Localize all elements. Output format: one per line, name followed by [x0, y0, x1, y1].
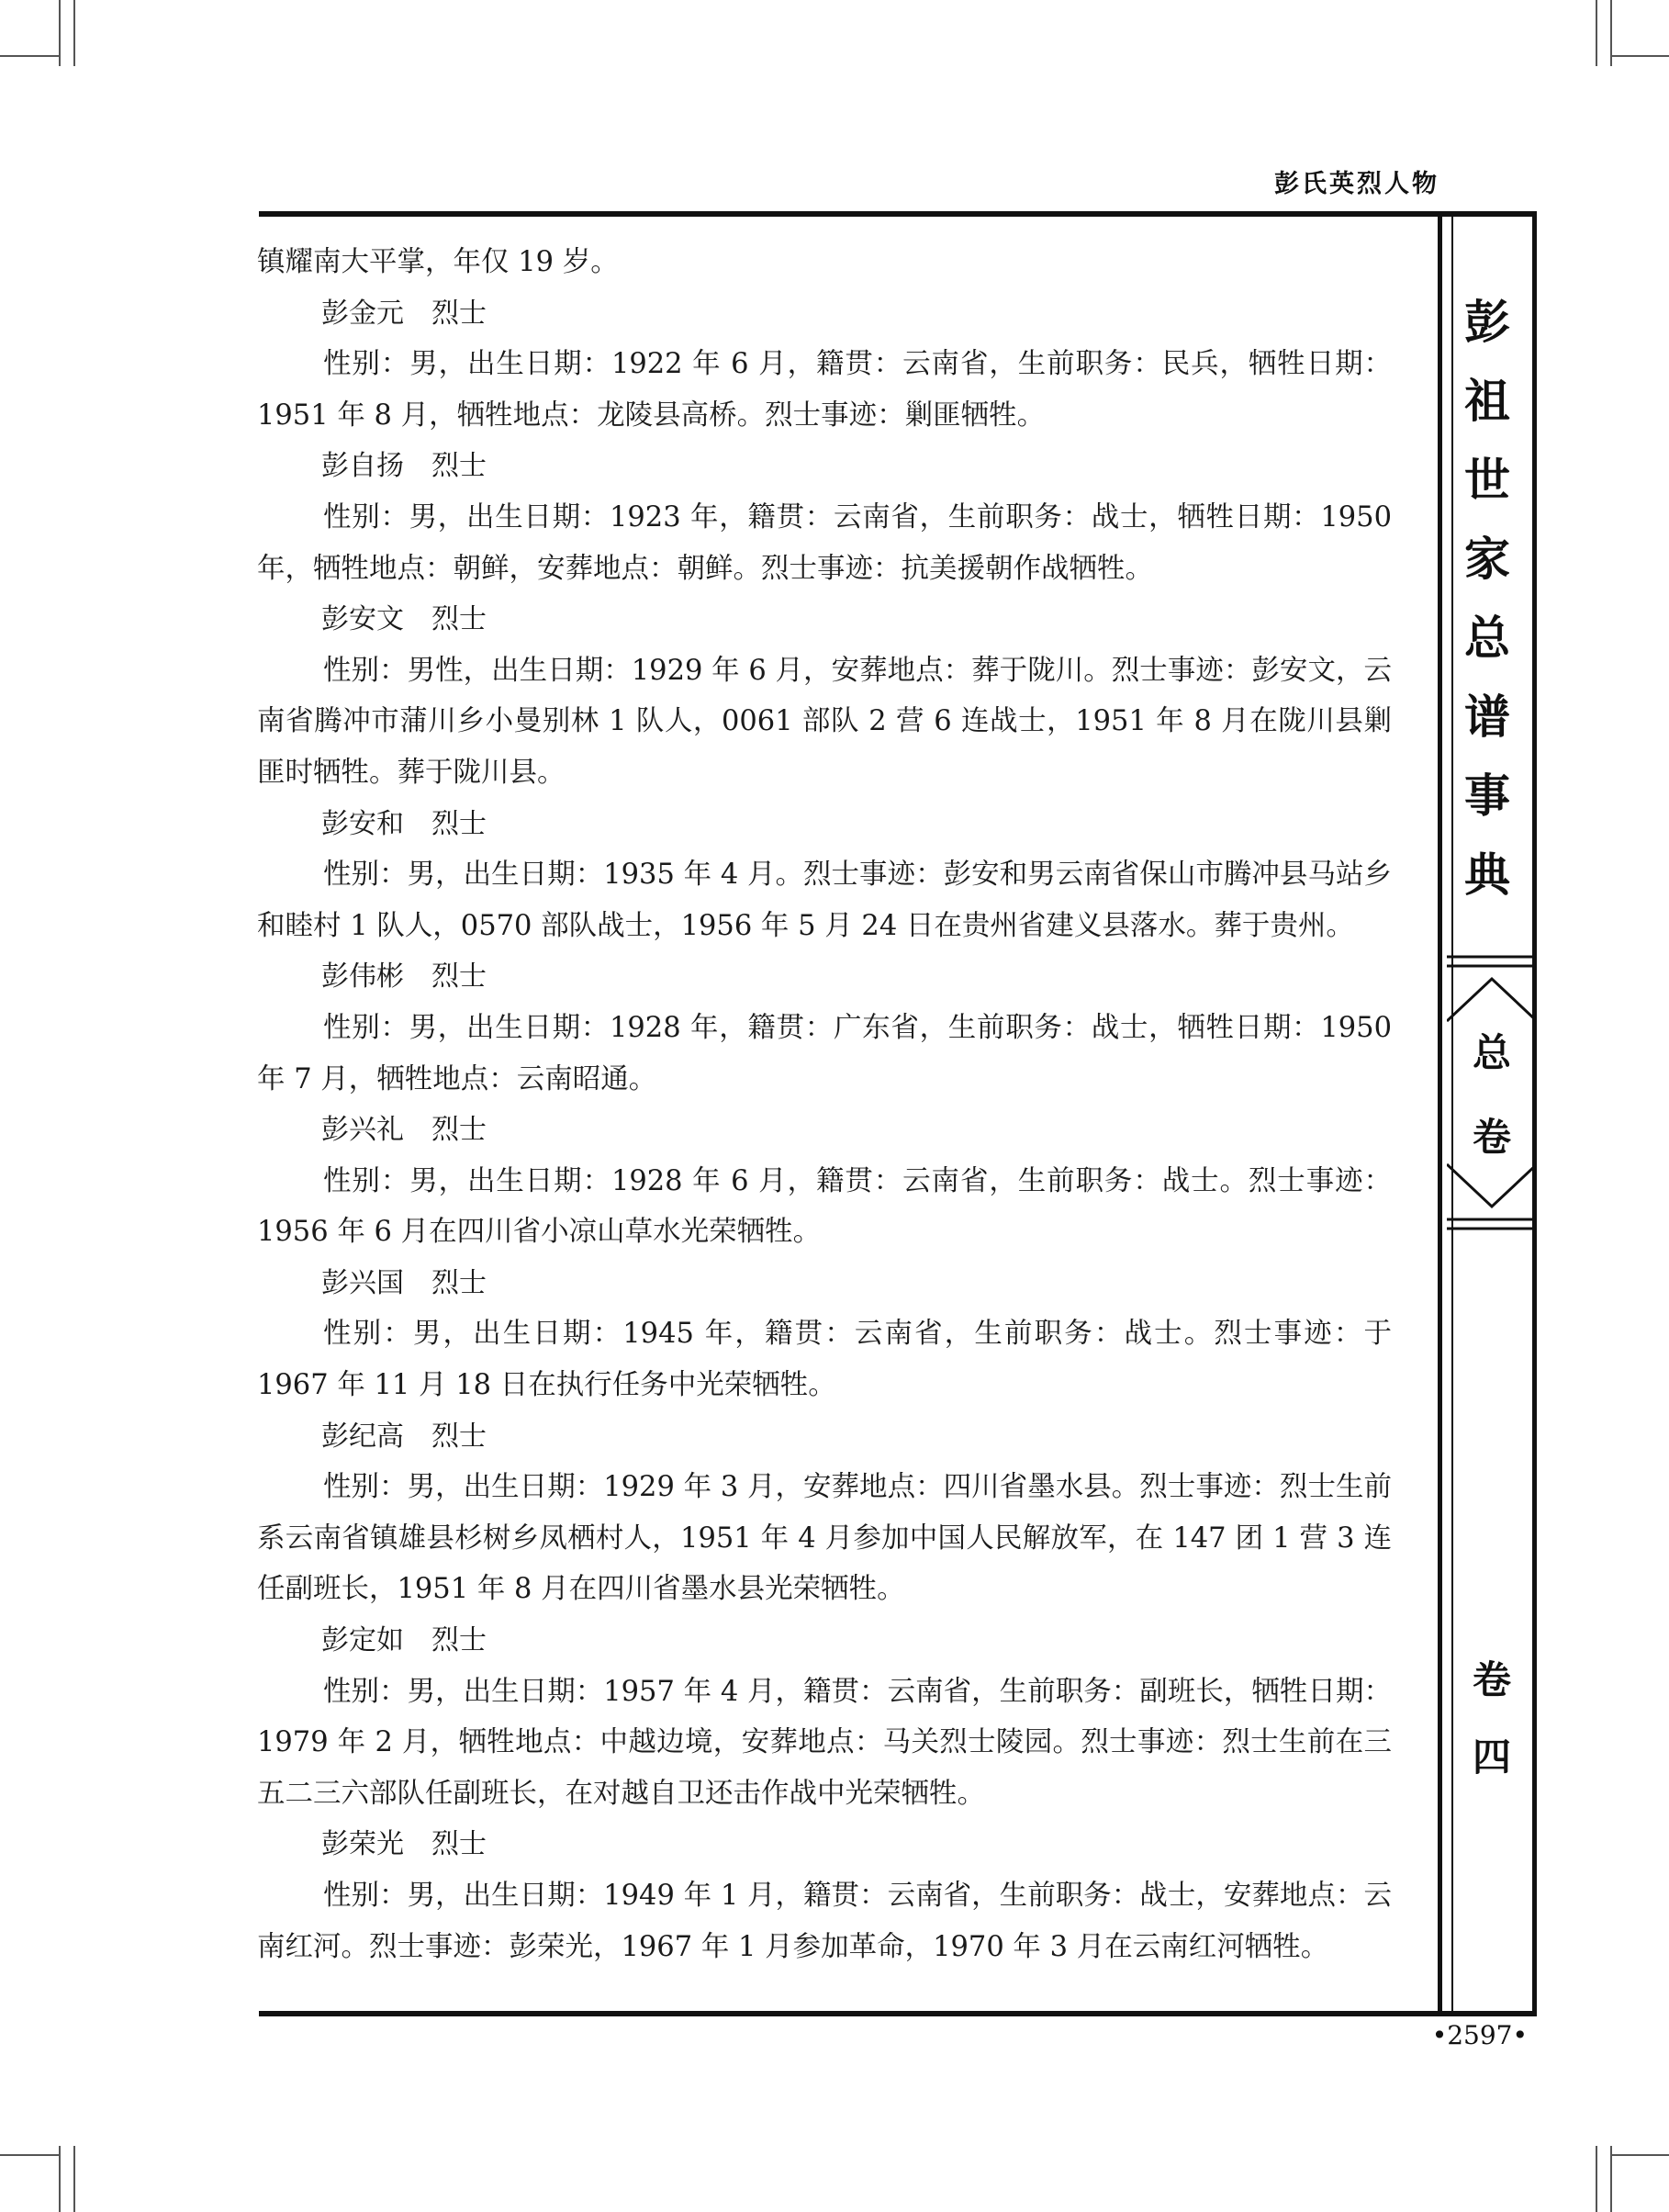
entry-name: 彭自扬 烈士: [321, 450, 487, 483]
page-number: •2597•: [1431, 2020, 1528, 2050]
body-text: [257, 237, 1392, 1972]
entry-text: 性别：男，出生日期：1935 年 4 月。烈士事迹：彭安和男云南省保山市腾冲县马站乡和睦村 1 队人，0570 部队战士，1956 年 5 月 24 日在贵州省建义县落水。葬于贵州。: [257, 859, 1392, 942]
book-title-char: 彭: [1464, 296, 1510, 349]
badge-char: 总: [1472, 1030, 1511, 1075]
book-title: [1447, 283, 1528, 915]
bottom-rule: [259, 2011, 1537, 2016]
entry-name: 彭金元 烈士: [321, 297, 487, 330]
crop-mark: [1610, 55, 1669, 57]
crop-mark: [0, 55, 61, 57]
entry-name: 彭安文 烈士: [321, 603, 487, 636]
book-title-char: 总: [1464, 612, 1510, 665]
crop-mark: [1610, 2154, 1669, 2156]
volume-number: [1447, 1642, 1537, 1796]
entry-name: 彭伟彬 烈士: [321, 960, 487, 994]
entry-name: 彭荣光 烈士: [321, 1828, 487, 1861]
entry-text: 性别：男，出生日期：1957 年 4 月，籍贯：云南省，生前职务：副班长，牺牲日期：1979 年 2 月，牺牲地点：中越边境，安葬地点：马关烈士陵园。烈士事迹：烈士生前在三五二三六部队任副班长，在对越自卫还击作战中光荣牺牲。: [257, 1675, 1392, 1810]
lead-paragraph: 镇耀南大平掌，年仅 19 岁。: [257, 246, 619, 278]
entry-text: 性别：男，出生日期：1928 年，籍贯：广东省，生前职务：战士，牺牲日期：1950 年 7 月，牺牲地点：云南昭通。: [257, 1011, 1392, 1095]
entry-name: 彭纪高 烈士: [321, 1420, 487, 1453]
entry-text: 性别：男性，出生日期：1929 年 6 月，安葬地点：葬于陇川。烈士事迹：彭安文，云南省腾冲市蒲川乡小曼别林 1 队人，0061 部队 2 营 6 连战士，1951 年 8 月在陇川县剿匪时牺牲。葬于陇川县。: [257, 654, 1392, 789]
entry-text: 性别：男，出生日期：1945 年，籍贯：云南省，生前职务：战士。烈士事迹：于 1967 年 11 月 18 日在执行任务中光荣牺牲。: [257, 1318, 1392, 1402]
badge-char: 卷: [1472, 1115, 1511, 1160]
entry-text: 性别：男，出生日期：1949 年 1 月，籍贯：云南省，生前职务：战士，安葬地点：云南红河。烈士事迹：彭荣光，1967 年 1 月参加革命，1970 年 3 月在云南红河牺牲。: [257, 1880, 1392, 1963]
volume-char: 卷: [1472, 1657, 1511, 1702]
entry-name: 彭安和 烈士: [321, 807, 487, 840]
crop-mark: [0, 2154, 61, 2156]
book-title-char: 典: [1464, 848, 1510, 902]
crop-mark: [1596, 0, 1597, 66]
book-title-char: 谱: [1464, 691, 1510, 744]
volume-badge-frame: [1447, 955, 1537, 1230]
crop-mark: [73, 2146, 75, 2212]
entry-text: 性别：男，出生日期：1929 年 3 月，安葬地点：四川省墨水县。烈士事迹：烈士生前系云南省镇雄县杉树乡凤栖村人，1951 年 4 月参加中国人民解放军，在 147 团 1 营 3 连任副班长，1951 年 8 月在四川省墨水县光荣牺牲。: [257, 1471, 1392, 1606]
entry-name: 彭兴国 烈士: [321, 1266, 487, 1299]
book-title-char: 事: [1464, 769, 1510, 823]
entry-name: 彭兴礼 烈士: [321, 1114, 487, 1147]
entry-text: 性别：男，出生日期：1923 年，籍贯：云南省，生前职务：战士，牺牲日期：1950 年，牺牲地点：朝鲜，安葬地点：朝鲜。烈士事迹：抗美援朝作战牺牲。: [257, 500, 1392, 585]
entry-text: 性别：男，出生日期：1928 年 6 月，籍贯：云南省，生前职务：战士。烈士事迹：1956 年 6 月在四川省小凉山草水光荣牺牲。: [257, 1164, 1392, 1249]
crop-mark: [73, 0, 75, 66]
entry-text: 性别：男，出生日期：1922 年 6 月，籍贯：云南省，生前职务：民兵，牺牲日期：1951 年 8 月，牺牲地点：龙陵县高桥。烈士事迹：剿匪牺牲。: [257, 348, 1392, 432]
volume-char: 四: [1472, 1735, 1511, 1780]
entry-name: 彭定如 烈士: [321, 1624, 487, 1657]
running-header: 彭氏英烈人物: [1274, 170, 1439, 198]
book-title-char: 家: [1464, 533, 1510, 586]
book-title-char: 世: [1464, 454, 1510, 507]
book-title-char: 祖: [1464, 375, 1510, 428]
top-rule: [259, 211, 1537, 217]
crop-mark: [1596, 2146, 1597, 2212]
